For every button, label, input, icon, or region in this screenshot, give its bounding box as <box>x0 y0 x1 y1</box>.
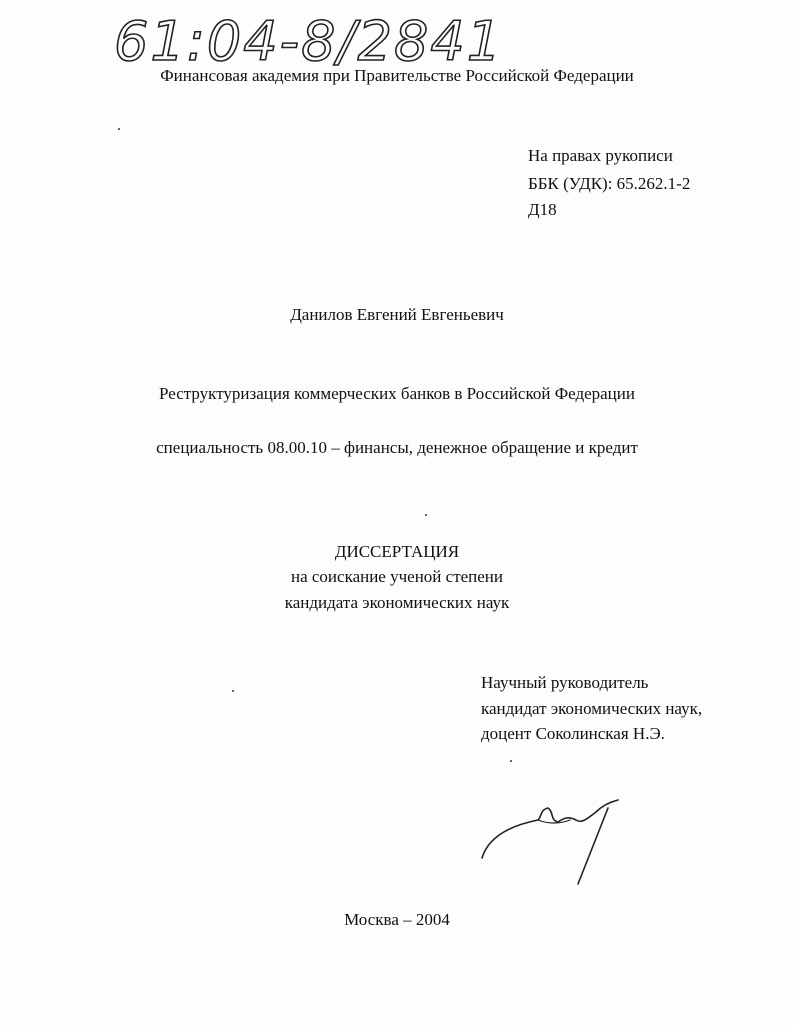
author-name: Данилов Евгений Евгеньевич <box>290 305 504 324</box>
bbk-udk-code: ББК (УДК): 65.262.1-2 <box>528 174 691 193</box>
supervisor-degree: кандидат экономических наук, <box>481 699 703 718</box>
scan-speck <box>232 690 234 692</box>
manuscript-rights: На правах рукописи <box>528 146 673 165</box>
dissertation-title: Реструктуризация коммерческих банков в Российской Федерации <box>159 384 635 403</box>
handwritten-archive-number <box>112 4 504 73</box>
supervisor-name: доцент Соколинская Н.Э. <box>481 724 665 743</box>
svg-text:61:04-8/2841: 61:04-8/2841 <box>114 10 504 73</box>
index-code: Д18 <box>528 200 557 219</box>
place-and-year: Москва – 2004 <box>344 910 450 929</box>
degree-line-2: кандидата экономических наук <box>284 593 510 612</box>
institution-name: Финансовая академия при Правительстве Российской Федерации <box>160 66 634 85</box>
degree-line-1: на соискание ученой степени <box>290 567 504 586</box>
scan-speck <box>510 760 512 762</box>
scan-speck <box>425 514 427 516</box>
dissertation-heading: ДИССЕРТАЦИЯ <box>334 542 460 561</box>
scan-speck <box>118 128 120 130</box>
specialty-line: специальность 08.00.10 – финансы, денежное обращение и кредит <box>156 438 638 457</box>
supervisor-signature <box>478 798 628 888</box>
supervisor-label: Научный руководитель <box>481 673 649 692</box>
